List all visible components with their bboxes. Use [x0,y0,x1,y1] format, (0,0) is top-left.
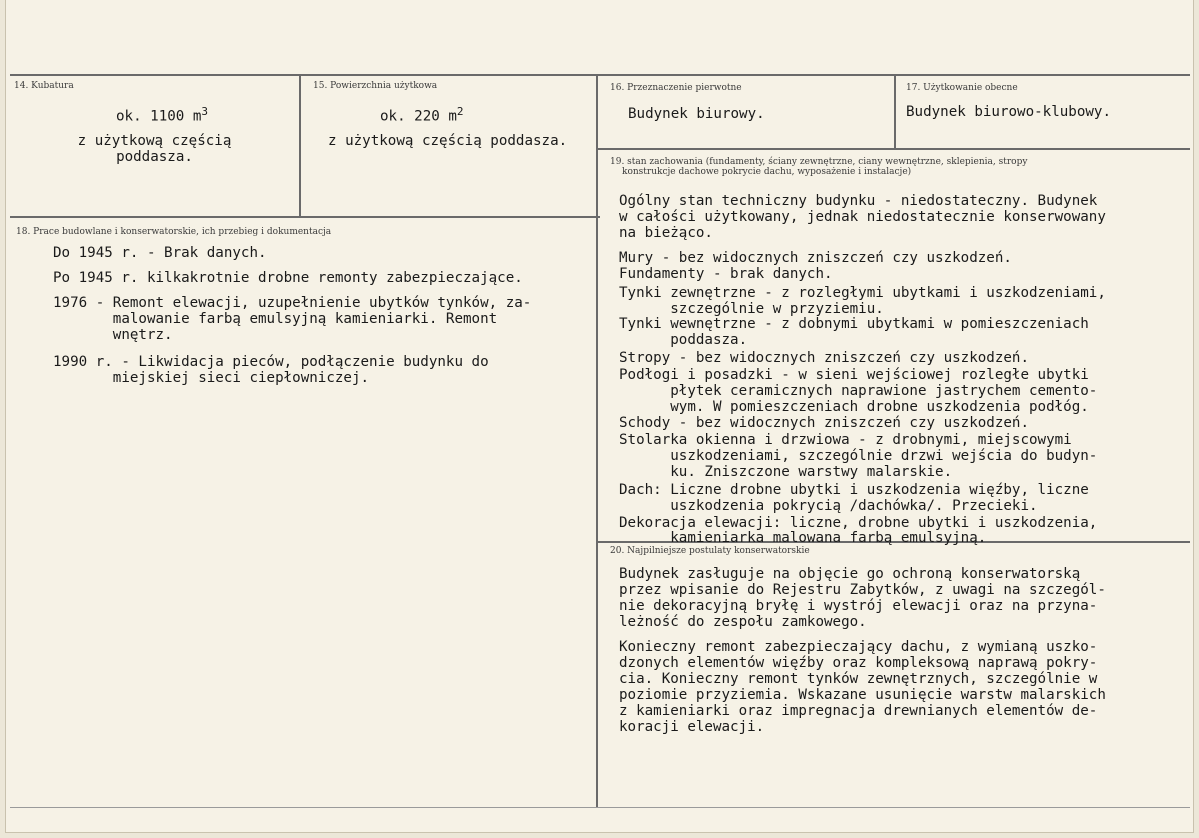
volume-unit-exponent: 3 [201,105,209,118]
field-14-label: 14. Kubatura [14,81,74,91]
f19-line: w całości użytkowany, jednak niedostatecznie konserwowany [619,209,1106,225]
f18-line: miejskiej sieci ciepłowniczej. [53,370,370,386]
divider-middle-left [10,216,600,218]
f20-line: przez wpisanie do Rejestru Zabytków, z uwagi na szczegól- [619,582,1106,598]
f19-line: płytek ceramicznych naprawione jastrychem cemento- [619,383,1098,399]
f19-line: Podłogi i posadzki - w sieni wejściowej rozległe ubytki [619,367,1089,383]
f19-line: Fundamenty - brak danych. [619,266,833,282]
divider-19-top [596,148,1190,150]
field-15-note: z użytkową częścią poddasza. [328,133,568,149]
area-value: ok. 220 m [380,108,457,125]
f19-line: kamieniarka malowana farbą emulsyjną. [619,530,987,546]
f19-line: na bieżąco. [619,225,713,241]
f19-line: wym. W pomieszczeniach drobne uszkodzenia podłóg. [619,399,1089,415]
f19-line: Dekoracja elewacji: liczne, drobne ubytki i uszkodzenia, [619,515,1098,531]
f20-line: Konieczny remont zabezpieczający dachu, z wymianą uszko- [619,639,1098,655]
f20-line: leżność do zespołu zamkowego. [619,614,867,630]
f19-line: Dach: Liczne drobne ubytki i uszkodzenia więźby, liczne [619,482,1089,498]
field-17-label: 17. Użytkowanie obecne [906,83,1018,93]
f19-line: Schody - bez widocznych zniszczeń czy uszkodzeń. [619,415,1029,431]
f19-line: szczególnie w przyziemiu. [619,301,884,317]
f20-line: Budynek zasługuje na objęcie go ochroną konserwatorską [619,566,1081,582]
field-19-label-line1: 19. stan zachowania (fundamenty, ściany zewnętrzne, ciany wewnętrzne, sklepienia, stropy [610,157,1028,167]
area-unit-exponent: 2 [456,105,464,118]
divider-bottom [10,807,1190,808]
field-20-label: 20. Najpilniejsze postulaty konserwatorskie [610,546,810,556]
f18-line: 1976 - Remont elewacji, uzupełnienie ubytków tynków, za- [53,295,532,311]
f20-line: poziomie przyziemia. Wskazane usunięcie warstw malarskich [619,687,1106,703]
f19-line: poddasza. [619,332,748,348]
vertical-divider-16-17 [894,74,896,148]
field-14-note-line1: z użytkową częścią [77,133,232,149]
record-card [6,0,1193,832]
f19-line: Stolarka okienna i drzwiowa - z drobnymi, miejscowymi [619,432,1072,448]
divider-top [10,74,1190,76]
f19-line: Mury - bez widocznych zniszczeń czy uszkodzeń. [619,250,1012,266]
f20-line: cia. Konieczny remont tynków zewnętrznych, szczególnie w [619,671,1098,687]
f19-line: Ogólny stan techniczny budynku - niedostateczny. Budynek [619,193,1098,209]
f18-line: Po 1945 r. kilkakrotnie drobne remonty zabezpieczające. [53,270,523,286]
f18-line: Do 1945 r. - Brak danych. [53,245,267,261]
vertical-divider-center [596,74,598,807]
f19-line: uszkodzenia pokrycią /dachówka/. Przecieki. [619,498,1038,514]
f19-line: Tynki wewnętrzne - z dobnymi ubytkami w pomieszczeniach [619,316,1089,332]
f19-line: ku. Zniszczone warstwy malarskie. [619,464,953,480]
f20-line: nie dekoracyjną bryłę i wystrój elewacji oraz na przyna- [619,598,1098,614]
f20-line: dzonych elementów więźby oraz kompleksową naprawą pokry- [619,655,1098,671]
f18-line: malowanie farbą emulsyjną kamieniarki. Remont [53,311,498,327]
f18-line: wnętrz. [53,327,173,343]
field-19-label-line2: konstrukcje dachowe pokrycie dachu, wyposażenie i instalacje) [622,167,912,177]
field-16-value: Budynek biurowy. [628,106,765,122]
f20-line: koracji elewacji. [619,719,765,735]
volume-value: ok. 1100 m [116,108,202,125]
field-16-label: 16. Przeznaczenie pierwotne [610,83,742,93]
f20-line: z kamieniarki oraz impregnacja drewnianych elementów de- [619,703,1098,719]
field-18-label: 18. Prace budowlane i konserwatorskie, ich przebieg i dokumentacja [16,227,332,237]
vertical-divider-14-15 [299,74,301,216]
field-15-label: 15. Powierzchnia użytkowa [313,81,438,91]
f18-line: 1990 r. - Likwidacja pieców, podłączenie budynku do [53,354,489,370]
field-17-value: Budynek biurowo-klubowy. [906,104,1111,120]
f19-line: uszkodzeniami, szczególnie drzwi wejścia do budyn- [619,448,1098,464]
f19-line: Stropy - bez widocznych zniszczeń czy uszkodzeń. [619,350,1029,366]
field-14-note-line2: poddasza. [116,149,193,165]
f19-line: Tynki zewnętrzne - z rozległymi ubytkami i uszkodzeniami, [619,285,1106,301]
field-15-value [380,104,464,125]
field-14-value [116,104,208,125]
